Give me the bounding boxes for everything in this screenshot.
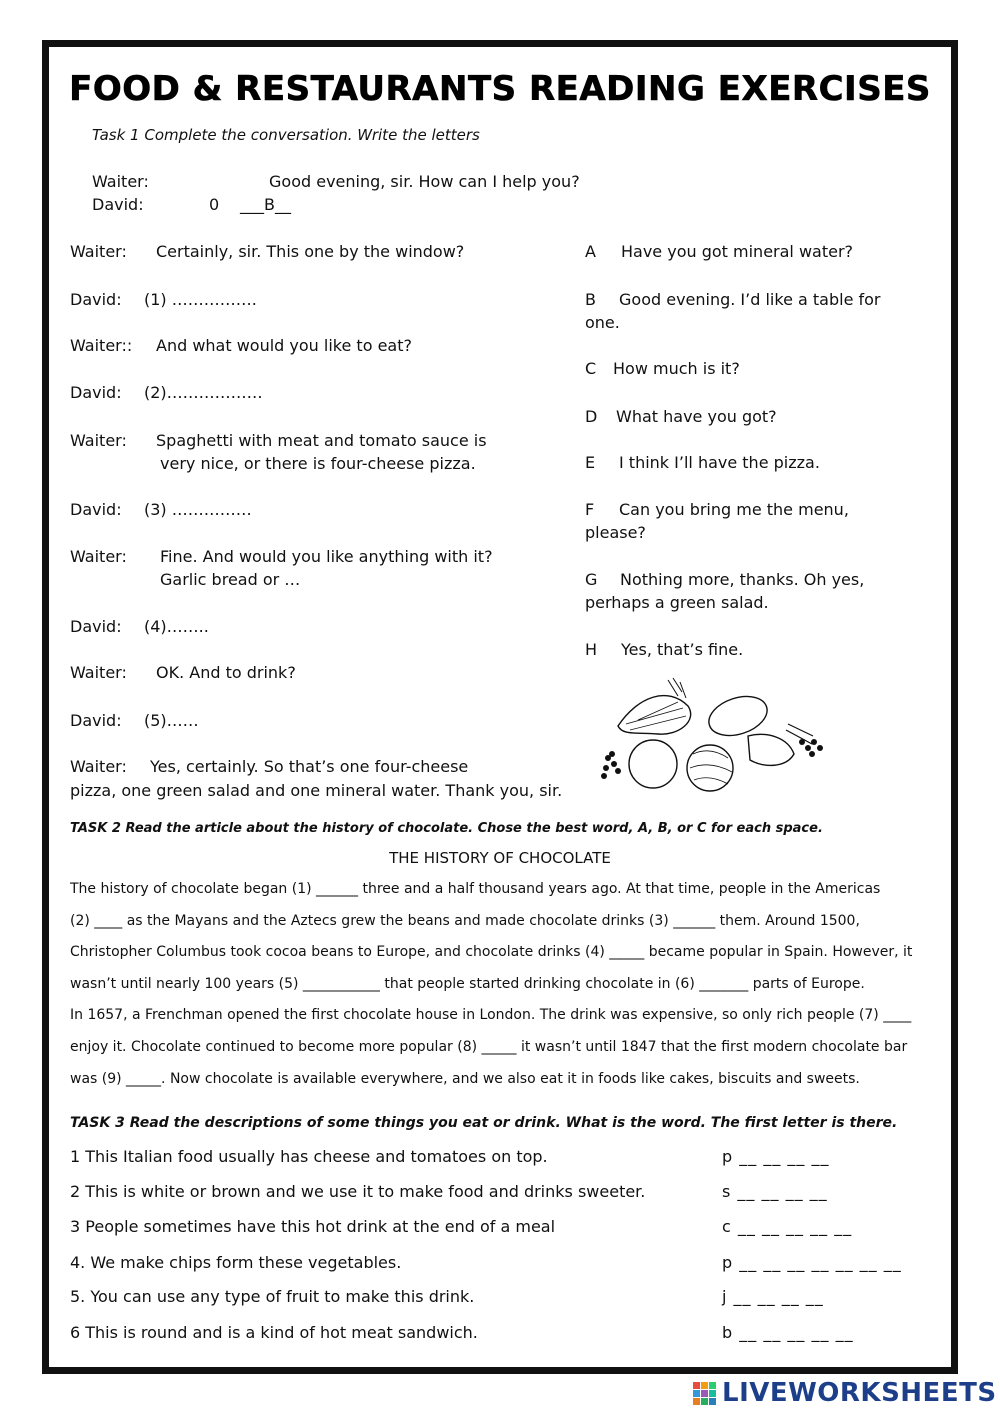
dialogue-speaker: David:: [70, 711, 122, 730]
dialogue-line: Yes, certainly. So that’s one four-cheese: [150, 757, 469, 776]
option-letter: E: [585, 453, 596, 472]
dialogue-speaker: David:: [70, 500, 122, 519]
dialogue-speaker: Waiter::: [70, 336, 133, 355]
dialogue-speaker: Waiter:: [70, 431, 127, 450]
task3-answer-blank[interactable]: p __ __ __ __ __ __ __: [722, 1253, 902, 1272]
dialogue-speaker: David:: [70, 383, 122, 402]
option-text: What have you got?: [616, 407, 777, 426]
task2-instruction: TASK 2 Read the article about the history of chocolate. Chose the best word, A, B, or C for each space.: [70, 821, 823, 836]
task3-item: 5. You can use any type of fruit to make this drink.: [70, 1287, 475, 1306]
article-line: enjoy it. Chocolate continued to become more popular (8) _____ it wasn’t until 1847 that the first modern chocolate bar: [70, 1039, 908, 1055]
answer-blank-5[interactable]: (5)……: [144, 711, 199, 730]
task3-answer-blank[interactable]: j __ __ __ __: [722, 1287, 824, 1306]
dialogue-line: Garlic bread or …: [160, 570, 301, 589]
example-answer: ___B__: [240, 195, 291, 214]
option-letter: F: [585, 500, 595, 519]
option-letter: D: [585, 407, 598, 426]
logo-grid-icon: [693, 1382, 716, 1405]
example-line-waiter: Good evening, sir. How can I help you?: [269, 172, 580, 191]
option-letter: G: [585, 570, 598, 589]
dialogue-line: Certainly, sir. This one by the window?: [156, 242, 465, 261]
option-text: perhaps a green salad.: [585, 593, 769, 612]
page-title: FOOD & RESTAURANTS READING EXERCISES: [69, 69, 931, 109]
dialogue-line: pizza, one green salad and one mineral water. Thank you, sir.: [70, 781, 563, 800]
task3-item: 4. We make chips form these vegetables.: [70, 1253, 402, 1272]
option-text: Can you bring me the menu,: [619, 500, 849, 519]
dialogue-line: Fine. And would you like anything with it?: [160, 547, 493, 566]
task3-answer-blank[interactable]: c __ __ __ __ __: [722, 1217, 853, 1236]
dialogue-line: Spaghetti with meat and tomato sauce is: [156, 431, 487, 450]
vegetables-illustration: [598, 676, 830, 794]
example-speaker-waiter: Waiter:: [92, 172, 149, 191]
article-title: THE HISTORY OF CHOCOLATE: [389, 849, 611, 867]
answer-blank-3[interactable]: (3) ……………: [144, 500, 252, 519]
option-text: I think I’ll have the pizza.: [619, 453, 820, 472]
logo-text: LIVEWORKSHEETS: [722, 1378, 997, 1408]
onion-shape: [687, 745, 733, 791]
option-letter: B: [585, 290, 596, 309]
task3-answer-blank[interactable]: s __ __ __ __: [722, 1182, 828, 1201]
option-text: Nothing more, thanks. Oh yes,: [620, 570, 865, 589]
dialogue-speaker: David:: [70, 617, 122, 636]
task3-item: 1 This Italian food usually has cheese and tomatoes on top.: [70, 1147, 548, 1166]
article-line: In 1657, a Frenchman opened the first chocolate house in London. The drink was expensive, so only rich people (7) ____: [70, 1007, 912, 1023]
option-text: Good evening. I’d like a table for: [619, 290, 881, 309]
answer-blank-1[interactable]: (1) …………….: [144, 290, 257, 309]
article-line: Christopher Columbus took cocoa beans to Europe, and chocolate drinks (4) _____ became popular in Spain. However, it: [70, 944, 913, 960]
option-letter: A: [585, 242, 596, 261]
task3-item: 6 This is round and is a kind of hot meat sandwich.: [70, 1323, 478, 1342]
task3-instruction: TASK 3 Read the descriptions of some things you eat or drink. What is the word. The first letter is there.: [70, 1115, 898, 1131]
corn-shape: [618, 696, 691, 735]
dialogue-speaker: Waiter:: [70, 242, 127, 261]
option-text: please?: [585, 523, 646, 542]
option-letter: H: [585, 640, 598, 659]
task3-item: 2 This is white or brown and we use it to make food and drinks sweeter.: [70, 1182, 646, 1201]
option-text: one.: [585, 313, 620, 332]
example-number: 0: [209, 195, 220, 214]
option-text: How much is it?: [613, 359, 740, 378]
article-line: (2) ____ as the Mayans and the Aztecs grew the beans and made chocolate drinks (3) ______ them. Around 1500,: [70, 913, 860, 929]
task3-answer-blank[interactable]: b __ __ __ __ __: [722, 1323, 854, 1342]
dialogue-speaker: Waiter:: [70, 547, 127, 566]
dialogue-speaker: David:: [70, 290, 122, 309]
article-line: The history of chocolate began (1) ______ three and a half thousand years ago. At that time, people in the Americas: [70, 881, 881, 897]
liveworksheets-logo[interactable]: [693, 1376, 997, 1410]
dialogue-line: And what would you like to eat?: [156, 336, 412, 355]
example-speaker-david: David:: [92, 195, 144, 214]
pepper-shape: [748, 734, 794, 765]
option-text: Yes, that’s fine.: [621, 640, 744, 659]
dialogue-line: very nice, or there is four-cheese pizza.: [160, 454, 476, 473]
option-text: Have you got mineral water?: [621, 242, 854, 261]
option-letter: C: [585, 359, 597, 378]
task3-item: 3 People sometimes have this hot drink at the end of a meal: [70, 1217, 556, 1236]
answer-blank-4[interactable]: (4)……..: [144, 617, 209, 636]
article-line: wasn’t until nearly 100 years (5) ___________ that people started drinking chocolate in (6) _______ parts of Europe.: [70, 976, 865, 992]
task3-answer-blank[interactable]: p __ __ __ __: [722, 1147, 830, 1166]
article-line: was (9) _____. Now chocolate is available everywhere, and we also eat it in foods like cakes, biscuits and sweets.: [70, 1071, 860, 1087]
dialogue-speaker: Waiter:: [70, 663, 127, 682]
dialogue-line: OK. And to drink?: [156, 663, 296, 682]
tomato-shape: [629, 740, 677, 788]
task1-instruction: Task 1 Complete the conversation. Write the letters: [92, 126, 480, 144]
answer-blank-2[interactable]: (2)………………: [144, 383, 263, 402]
dialogue-speaker: Waiter:: [70, 757, 127, 776]
